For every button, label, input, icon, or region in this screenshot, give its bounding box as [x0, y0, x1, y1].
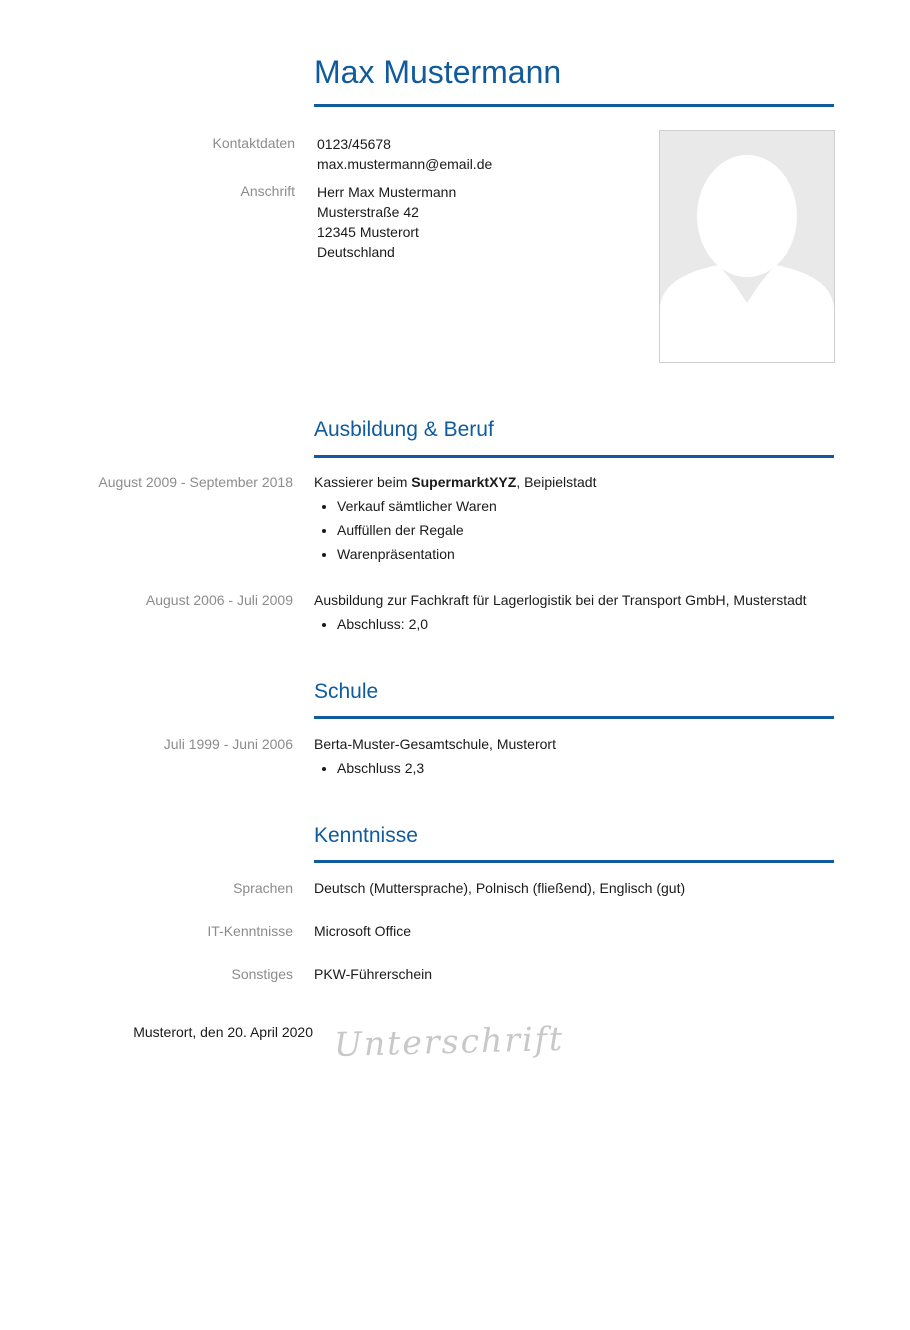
school-entry	[314, 736, 556, 780]
list-item: • Auffüllen der Regale	[337, 518, 596, 542]
career-entry-role: Kassierer beim	[314, 474, 412, 490]
career-entry-tasks	[314, 612, 807, 636]
section-divider	[314, 860, 834, 863]
section-title-career: Ausbildung & Beruf	[314, 418, 494, 441]
career-entry-location: , Beipielstadt	[516, 474, 597, 490]
list-item: • Verkauf sämtlicher Waren	[337, 494, 596, 518]
list-item: • Abschluss 2,3	[337, 756, 556, 780]
title-divider	[314, 104, 834, 107]
address-line: Herr Max Mustermann	[317, 184, 457, 200]
school-entry-heading: Berta-Muster-Gesamtschule, Musterort	[314, 736, 556, 752]
address-block	[317, 182, 456, 262]
place-date: Musterort, den 20. April 2020	[133, 1024, 313, 1040]
career-entry-heading	[314, 474, 596, 490]
career-entry-tasks	[314, 494, 596, 566]
career-entry	[314, 592, 807, 636]
skill-value-other: PKW-Führerschein	[314, 966, 433, 982]
skill-label-it: IT-Kenntnisse	[207, 923, 293, 939]
section-divider	[314, 455, 834, 458]
career-period: August 2006 - Juli 2009	[145, 592, 293, 608]
skill-label-other: Sonstiges	[231, 966, 293, 982]
career-entry-company: SupermarktXYZ	[411, 474, 517, 490]
list-item: • Warenpräsentation	[337, 542, 596, 566]
school-period: Juli 1999 - Juni 2006	[163, 736, 293, 752]
career-entry-heading: Ausbildung zur Fachkraft für Lagerlogistik bei der Transport GmbH, Musterstadt	[314, 592, 807, 608]
career-entry	[314, 474, 596, 566]
profile-placeholder-icon	[660, 131, 834, 362]
address-line: Deutschland	[317, 244, 395, 260]
list-item: • Abschluss: 2,0	[337, 612, 807, 636]
contact-label: Kontaktdaten	[212, 135, 295, 151]
section-title-skills: Kenntnisse	[314, 824, 418, 847]
contact-block	[317, 134, 492, 174]
section-title-school: Schule	[314, 680, 379, 703]
email-address: max.mustermann@email.de	[317, 156, 493, 172]
address-line: 12345 Musterort	[317, 224, 419, 240]
signature: Unterschrift	[333, 1018, 565, 1065]
name-title: Max Mustermann	[314, 54, 562, 90]
skill-value-it: Microsoft Office	[314, 923, 411, 939]
skill-value-languages: Deutsch (Muttersprache), Polnisch (fließend), Englisch (gut)	[314, 880, 686, 896]
school-entry-details	[314, 756, 556, 780]
phone-number: 0123/45678	[317, 136, 391, 152]
address-label: Anschrift	[240, 183, 295, 199]
skill-label-languages: Sprachen	[233, 880, 293, 896]
section-divider	[314, 716, 834, 719]
address-line: Musterstraße 42	[317, 204, 419, 220]
profile-photo	[659, 130, 835, 363]
career-period: August 2009 - September 2018	[98, 474, 293, 490]
